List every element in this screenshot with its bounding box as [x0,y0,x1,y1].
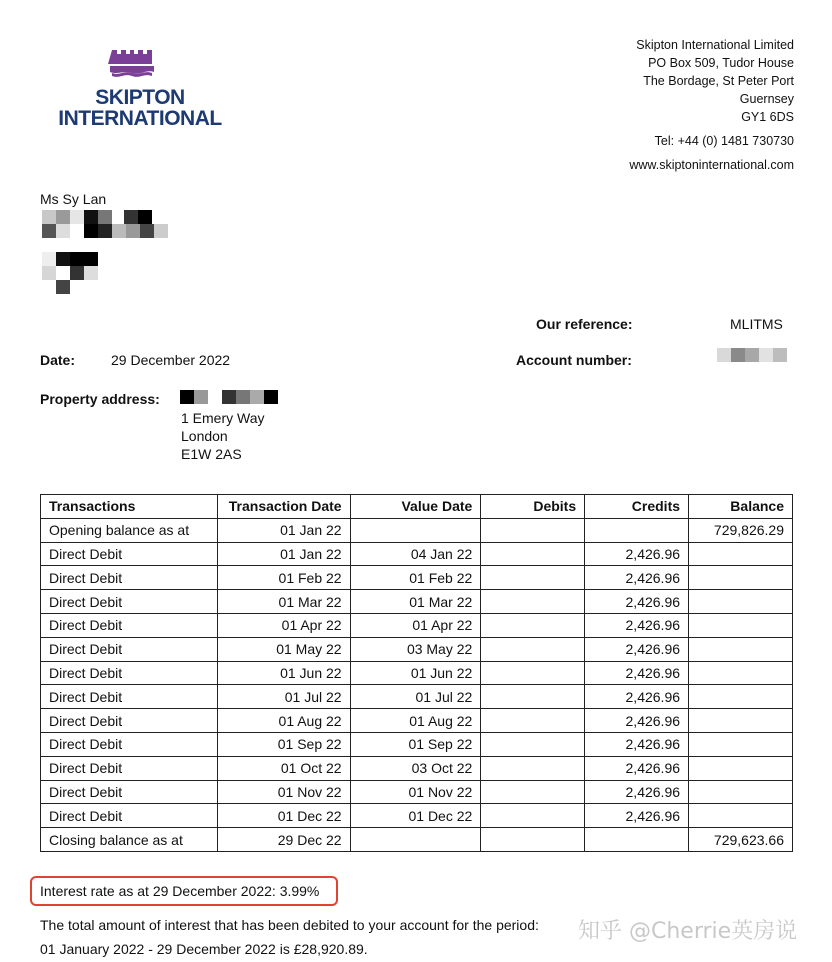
property-address-line: 1 Emery Way [181,410,265,426]
cell-balance [689,661,793,685]
header-balance: Balance [689,495,793,519]
header-transaction-date: Transaction Date [217,495,350,519]
cell-credit: 2,426.96 [585,637,689,661]
cell-debit [481,518,585,542]
cell-debit [481,542,585,566]
table-row [41,518,793,542]
cell-transaction-date: 01 Jul 22 [217,685,350,709]
cell-credit: 2,426.96 [585,566,689,590]
header-transactions: Transactions [41,495,218,519]
header-value-date: Value Date [350,495,481,519]
cell-debit [481,709,585,733]
table-row [41,804,793,828]
redacted-address-block [42,210,170,294]
cell-transaction: Direct Debit [41,661,218,685]
cell-debit [481,804,585,828]
cell-debit [481,566,585,590]
cell-debit [481,685,585,709]
company-address-line: Guernsey [739,92,794,106]
cell-credit: 2,426.96 [585,542,689,566]
table-row [41,732,793,756]
cell-balance [689,613,793,637]
header-debits: Debits [481,495,585,519]
date-value: 29 December 2022 [111,352,231,368]
cell-credit: 2,426.96 [585,590,689,614]
redacted-account-number [717,348,787,362]
company-address-line: The Bordage, St Peter Port [643,74,794,88]
table-row [41,661,793,685]
table-row [41,709,793,733]
cell-credit [585,828,689,852]
cell-transaction-date: 01 Dec 22 [217,804,350,828]
transactions-table [40,494,793,852]
cell-transaction-date: 01 Oct 22 [217,756,350,780]
cell-balance: 729,623.66 [689,828,793,852]
cell-transaction: Direct Debit [41,590,218,614]
cell-transaction-date: 01 Mar 22 [217,590,350,614]
cell-transaction-date: 01 Jan 22 [217,542,350,566]
zhihu-watermark: 知乎 @Cherrie英房说 [578,919,798,944]
company-website: www.skiptoninternational.com [629,158,794,172]
cell-debit [481,732,585,756]
company-address [629,36,794,174]
interest-summary-line1: The total amount of interest that has been debited to your account for the period: [40,917,539,933]
cell-balance [689,804,793,828]
cell-transaction: Opening balance as at [41,518,218,542]
table-row [41,756,793,780]
cell-debit [481,756,585,780]
cell-transaction-date: 01 Jan 22 [217,518,350,542]
cell-value-date: 01 Aug 22 [350,709,481,733]
recipient-name: Ms Sy Lan [40,191,107,207]
cell-transaction: Direct Debit [41,566,218,590]
cell-value-date: 04 Jan 22 [350,542,481,566]
table-row [41,685,793,709]
logo-wordmark-line1: SKIPTON [95,86,185,109]
cell-transaction-date: 01 Aug 22 [217,709,350,733]
header-credits: Credits [585,495,689,519]
cell-value-date [350,828,481,852]
cell-transaction-date: 01 May 22 [217,637,350,661]
cell-transaction: Direct Debit [41,685,218,709]
reference-label: Our reference: [536,316,633,332]
cell-balance [689,637,793,661]
property-address-city: London [181,428,228,444]
cell-transaction-date: 01 Feb 22 [217,566,350,590]
cell-transaction: Direct Debit [41,637,218,661]
cell-value-date: 01 Jul 22 [350,685,481,709]
company-address-line: PO Box 509, Tudor House [648,56,794,70]
skipton-crown-logo-icon [108,44,156,80]
table-row [41,566,793,590]
cell-balance [689,566,793,590]
property-address-postcode: E1W 2AS [181,446,242,462]
cell-transaction: Closing balance as at [41,828,218,852]
cell-credit: 2,426.96 [585,732,689,756]
cell-credit: 2,426.96 [585,685,689,709]
cell-debit [481,828,585,852]
cell-debit [481,780,585,804]
table-row [41,542,793,566]
cell-value-date [350,518,481,542]
cell-balance [689,780,793,804]
cell-transaction: Direct Debit [41,804,218,828]
cell-transaction-date: 01 Sep 22 [217,732,350,756]
cell-debit [481,613,585,637]
cell-value-date: 01 Sep 22 [350,732,481,756]
cell-credit: 2,426.96 [585,756,689,780]
cell-credit: 2,426.96 [585,613,689,637]
company-postcode: GY1 6DS [741,110,794,124]
cell-debit [481,590,585,614]
cell-transaction: Direct Debit [41,542,218,566]
company-telephone: Tel: +44 (0) 1481 730730 [654,134,794,148]
cell-balance [689,542,793,566]
reference-value: MLITMS [730,316,783,332]
cell-transaction-date: 29 Dec 22 [217,828,350,852]
cell-transaction: Direct Debit [41,732,218,756]
property-address-lines [181,409,265,463]
cell-transaction-date: 01 Nov 22 [217,780,350,804]
interest-summary-line2: 01 January 2022 - 29 December 2022 is £28,920.89. [40,941,368,957]
cell-transaction-date: 01 Jun 22 [217,661,350,685]
cell-credit: 2,426.96 [585,780,689,804]
cell-balance [689,732,793,756]
cell-balance [689,709,793,733]
cell-credit [585,518,689,542]
date-label: Date: [40,352,76,368]
cell-debit [481,637,585,661]
table-row [41,780,793,804]
cell-balance [689,685,793,709]
cell-value-date: 01 Jun 22 [350,661,481,685]
cell-transaction: Direct Debit [41,756,218,780]
cell-credit: 2,426.96 [585,661,689,685]
table-header-row [41,495,793,519]
cell-balance [689,756,793,780]
cell-transaction-date: 01 Apr 22 [217,613,350,637]
cell-balance: 729,826.29 [689,518,793,542]
cell-transaction: Direct Debit [41,613,218,637]
cell-value-date: 01 Nov 22 [350,780,481,804]
cell-credit: 2,426.96 [585,804,689,828]
table-row [41,613,793,637]
cell-value-date: 01 Dec 22 [350,804,481,828]
account-number-label: Account number: [516,352,632,368]
property-address-label: Property address: [40,391,160,407]
cell-value-date: 01 Apr 22 [350,613,481,637]
cell-value-date: 03 Oct 22 [350,756,481,780]
logo-wordmark-line2: INTERNATIONAL [58,107,222,130]
company-name: Skipton International Limited [636,38,794,52]
cell-credit: 2,426.96 [585,709,689,733]
cell-balance [689,590,793,614]
cell-value-date: 01 Mar 22 [350,590,481,614]
table-row [41,637,793,661]
table-row [41,590,793,614]
table-row [41,828,793,852]
interest-rate-text: Interest rate as at 29 December 2022: 3.99% [40,883,320,899]
cell-value-date: 01 Feb 22 [350,566,481,590]
cell-debit [481,661,585,685]
cell-value-date: 03 May 22 [350,637,481,661]
cell-transaction: Direct Debit [41,780,218,804]
cell-transaction: Direct Debit [41,709,218,733]
redacted-property-line [180,390,280,404]
